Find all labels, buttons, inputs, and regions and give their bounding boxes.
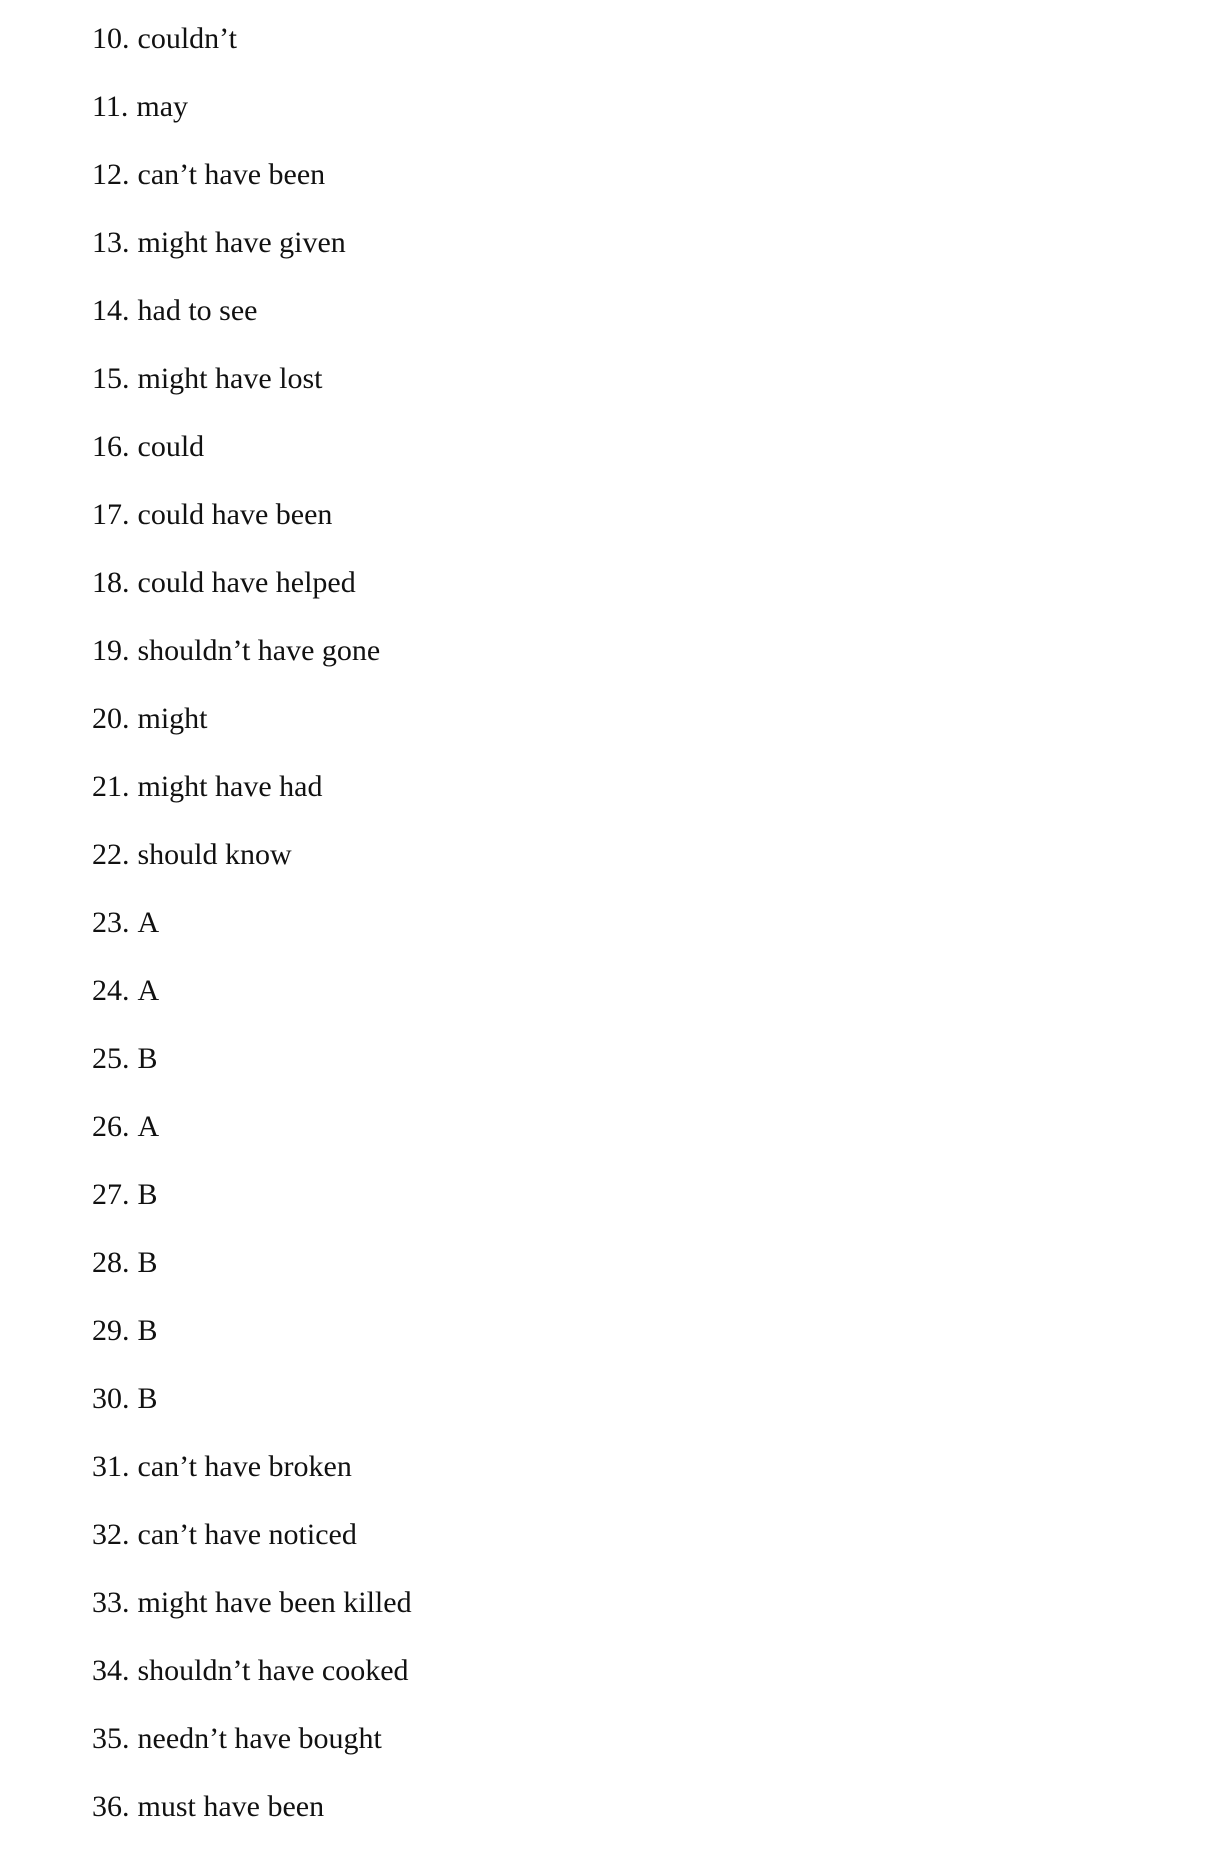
- list-item: [92, 1106, 412, 1174]
- list-item: [92, 1446, 412, 1514]
- item-number: 14.: [92, 294, 130, 327]
- item-number: 21.: [92, 770, 130, 803]
- list-item: [92, 1310, 412, 1378]
- item-number: 26.: [92, 1110, 130, 1143]
- item-number: 18.: [92, 566, 130, 599]
- list-item: [92, 1038, 412, 1106]
- list-item: [92, 1514, 412, 1582]
- item-text: could have helped: [137, 566, 356, 599]
- item-number: 25.: [92, 1042, 130, 1075]
- item-text: can’t have been: [137, 158, 326, 191]
- list-item: [92, 630, 412, 698]
- item-text: could: [137, 430, 205, 463]
- item-number: 32.: [92, 1518, 130, 1551]
- item-text: needn’t have bought: [137, 1722, 382, 1755]
- item-number: 10.: [92, 22, 130, 55]
- item-number: 30.: [92, 1382, 130, 1415]
- item-text: shouldn’t have gone: [137, 634, 381, 667]
- item-number: 29.: [92, 1314, 130, 1347]
- item-number: 19.: [92, 634, 130, 667]
- list-item: [92, 86, 412, 154]
- item-number: 34.: [92, 1654, 130, 1687]
- item-text: A: [137, 1110, 160, 1143]
- item-number: 27.: [92, 1178, 130, 1211]
- list-item: [92, 1786, 412, 1854]
- list-item: [92, 1174, 412, 1242]
- item-text: might have given: [137, 226, 346, 259]
- answer-list: [92, 18, 412, 1854]
- list-item: [92, 1650, 412, 1718]
- item-text: A: [137, 974, 160, 1007]
- list-item: [92, 834, 412, 902]
- list-item: [92, 766, 412, 834]
- item-text: might have had: [137, 770, 323, 803]
- item-text: B: [137, 1382, 158, 1415]
- list-item: [92, 426, 412, 494]
- list-item: [92, 1378, 412, 1446]
- item-number: 23.: [92, 906, 130, 939]
- item-number: 17.: [92, 498, 130, 531]
- list-item: [92, 290, 412, 358]
- item-number: 20.: [92, 702, 130, 735]
- item-number: 11.: [92, 90, 129, 123]
- list-item: [92, 902, 412, 970]
- item-text: had to see: [137, 294, 258, 327]
- item-text: B: [137, 1178, 158, 1211]
- item-text: B: [137, 1042, 158, 1075]
- item-number: 36.: [92, 1790, 130, 1823]
- item-number: 24.: [92, 974, 130, 1007]
- list-item: [92, 1582, 412, 1650]
- item-text: can’t have noticed: [137, 1518, 357, 1551]
- item-text: can’t have broken: [137, 1450, 352, 1483]
- list-item: [92, 494, 412, 562]
- list-item: [92, 154, 412, 222]
- item-text: might have lost: [137, 362, 323, 395]
- list-item: [92, 222, 412, 290]
- item-number: 16.: [92, 430, 130, 463]
- item-number: 28.: [92, 1246, 130, 1279]
- item-text: could have been: [137, 498, 333, 531]
- item-number: 12.: [92, 158, 130, 191]
- item-text: may: [136, 90, 189, 123]
- item-text: should know: [137, 838, 292, 871]
- item-text: might have been killed: [137, 1586, 412, 1619]
- item-number: 22.: [92, 838, 130, 871]
- item-number: 31.: [92, 1450, 130, 1483]
- item-text: couldn’t: [137, 22, 237, 55]
- list-item: [92, 18, 412, 86]
- item-number: 13.: [92, 226, 130, 259]
- item-text: B: [137, 1314, 158, 1347]
- item-number: 33.: [92, 1586, 130, 1619]
- item-text: A: [137, 906, 160, 939]
- list-item: [92, 1242, 412, 1310]
- item-text: must have been: [137, 1790, 325, 1823]
- list-item: [92, 698, 412, 766]
- list-item: [92, 358, 412, 426]
- item-number: 15.: [92, 362, 130, 395]
- list-item: [92, 1718, 412, 1786]
- item-text: might: [137, 702, 208, 735]
- item-text: B: [137, 1246, 158, 1279]
- item-number: 35.: [92, 1722, 130, 1755]
- list-item: [92, 562, 412, 630]
- item-text: shouldn’t have cooked: [137, 1654, 409, 1687]
- list-item: [92, 970, 412, 1038]
